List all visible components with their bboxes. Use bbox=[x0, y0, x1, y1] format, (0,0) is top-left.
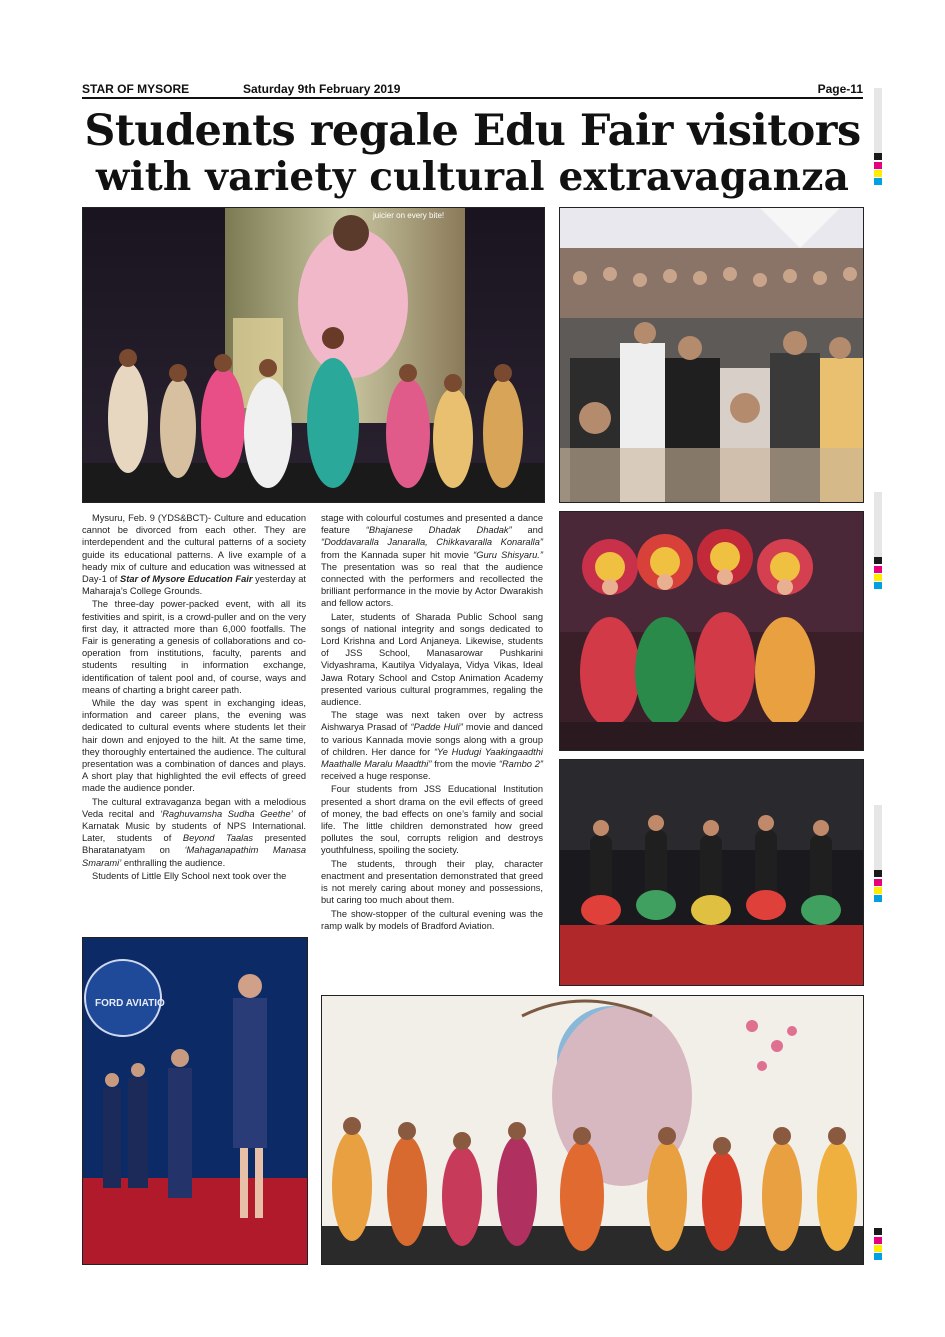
photo-stage-dance bbox=[82, 207, 545, 503]
reg-yellow-4 bbox=[874, 1245, 882, 1252]
text-run: The cultural extravaganza began with a melodious Veda recital and bbox=[82, 796, 306, 819]
article-paragraph bbox=[321, 908, 543, 932]
reg-black-2 bbox=[874, 557, 882, 564]
text-run: yesterday at Maharaja’s College Grounds. bbox=[82, 574, 306, 597]
italic-phrase: “Guru Shisyaru.” bbox=[473, 549, 543, 560]
text-run: The three-day power-packed event, with all its festivities and spirit, is a crowd-puller and on the very first day, it attracted more than 6,000 footfalls. The Fair is generating a genesis of collaborations and co-operation from institutions, faculty, parents and students resulting in information exchange, identification of talent pool and, of course, ways and means of charting a bright career path. bbox=[82, 599, 306, 695]
article-paragraph bbox=[82, 870, 306, 882]
text-run: Mysuru, Feb. 9 (YDS&BCT)- Culture and education cannot be divorced from each other. They are interdependent and the cultural patterns of a society guide its educational patterns. A live example of a heady mix of culture and education was witnessed at Day-1 of bbox=[82, 513, 306, 585]
article-paragraph bbox=[82, 512, 306, 597]
reg-cyan-4 bbox=[874, 1253, 882, 1260]
photo-classical-dance bbox=[321, 995, 864, 1265]
article-paragraph bbox=[82, 598, 306, 696]
issue-date: Saturday 9th February 2019 bbox=[243, 82, 401, 96]
photo-audience bbox=[559, 207, 864, 503]
text-run: Later, students of Sharada Public School sang songs of national integrity and songs dedicated to Lord Krishna and Lord Anjaneya. Likewise, students of JSS School, Manasarowar Pushkarini Vidyashrama, Kautilya Vidyalaya, Vidya Vikas, Ideal Jawa Rotary School and Cstop Animation Academy presented various cultural programmes, regaling the audience. bbox=[321, 611, 543, 708]
masthead bbox=[82, 81, 863, 97]
text-run: and bbox=[511, 525, 543, 536]
reg-black-4 bbox=[874, 1228, 882, 1235]
backdrop-slogan: juicier on every bite! bbox=[373, 211, 445, 220]
reg-yellow bbox=[874, 170, 882, 177]
italic-phrase: “Ye Hudugi Yaakingaadthi Maathalle Maralu Maadthi” bbox=[321, 746, 543, 770]
article-column-1 bbox=[82, 512, 306, 883]
reg-magenta-2 bbox=[874, 566, 882, 573]
aviation-backdrop-text: FORD AVIATIO bbox=[95, 998, 165, 1009]
article-column-2 bbox=[321, 512, 543, 933]
italic-phrase: “Doddavaralla Janaralla, Chikkavaralla Konaralla” bbox=[321, 537, 543, 548]
reg-magenta bbox=[874, 162, 882, 169]
article-paragraph bbox=[321, 512, 543, 610]
text-run: from the Kannada super hit movie bbox=[321, 549, 474, 560]
registration-strip-mid bbox=[874, 492, 882, 557]
italic-phrase: “Padde Huli” bbox=[410, 722, 463, 733]
article-paragraph bbox=[321, 858, 543, 907]
text-run: Students of Little Elly School next took over the bbox=[92, 870, 287, 881]
page-number: Page-11 bbox=[817, 82, 863, 96]
paper-name: STAR OF MYSORE bbox=[82, 82, 190, 96]
photo-yakshagana bbox=[559, 511, 864, 751]
headline-line-1: Students regale Edu Fair visitors bbox=[84, 106, 861, 156]
text-run: movie and danced to various Kannada movie songs along with a group of children. Her dance for bbox=[321, 722, 543, 757]
article-paragraph bbox=[321, 783, 543, 856]
italic-phrase: ‘Mahaganapathim Manasa Smarami’ bbox=[82, 845, 306, 868]
reg-black-3 bbox=[874, 870, 882, 877]
headline-line-2: with variety cultural extravaganza bbox=[95, 154, 850, 200]
italic-phrase: “Rambo 2” bbox=[498, 759, 543, 770]
italic-phrase: ‘Raghuvamsha Sudha Geethe’ bbox=[160, 808, 293, 819]
text-run: Four students from JSS Educational Institution presented a short drama on the evil effects of greed of money, the bad effects on one’s family and social life. The little children demonstrated how greed pollutes the soul, corrupts religion and destroys youthfulness, spoiling the society. bbox=[321, 784, 543, 856]
registration-strip-top bbox=[874, 88, 882, 153]
photo-ramp-walk bbox=[82, 937, 308, 1265]
text-run: While the day was spent in exchanging ideas, information and career plans, the evening was dedicated to cultural events where students let their hair down and enjoyed to the hilt. At the same time, they thoroughly entertained the audience. The cultural presentation was a combination of dances and plays. A short play that highlighted the evil effects of greed made the audience ponder. bbox=[82, 698, 306, 794]
italic-phrase: “Bhajanese Dhadak Dhadak” bbox=[365, 525, 512, 536]
article-paragraph bbox=[321, 611, 543, 709]
text-run: The students, through their play, character enactment and presentation demonstrated that greed is not merely caring about money and possessions, but caring too much about them. bbox=[321, 858, 543, 906]
masthead-rule bbox=[82, 97, 863, 99]
text-run: stage with colourful costumes and presented a dance feature bbox=[321, 513, 543, 536]
bold-italic-phrase: Star of Mysore Education Fair bbox=[120, 574, 253, 585]
registration-strip-low bbox=[874, 805, 882, 870]
text-run: of Karnatak Music by students of NPS International. Later, students of bbox=[82, 808, 307, 844]
text-run: presented Bharatanatyam on bbox=[82, 833, 306, 856]
text-run: The stage was next taken over by actress Aishwarya Prasad of bbox=[321, 710, 543, 733]
text-run: from the movie bbox=[431, 759, 499, 770]
article-paragraph bbox=[321, 709, 543, 782]
reg-cyan-2 bbox=[874, 582, 882, 589]
photo-group-dance bbox=[559, 759, 864, 986]
reg-yellow-2 bbox=[874, 574, 882, 581]
reg-cyan-3 bbox=[874, 895, 882, 902]
reg-magenta-4 bbox=[874, 1237, 882, 1244]
reg-black bbox=[874, 153, 882, 160]
italic-phrase: Beyond Taalas bbox=[182, 833, 254, 844]
text-run: enthralling the audience. bbox=[121, 857, 226, 868]
reg-yellow-3 bbox=[874, 887, 882, 894]
reg-cyan bbox=[874, 178, 882, 185]
article-paragraph bbox=[82, 796, 306, 869]
text-run: The show-stopper of the cultural evening was the ramp walk by models of Bradford Aviation. bbox=[321, 908, 543, 931]
article-paragraph bbox=[82, 697, 306, 795]
reg-magenta-3 bbox=[874, 879, 882, 886]
text-run: received a huge response. bbox=[321, 771, 431, 782]
text-run: The presentation was so real that the audience connected with the performers and recollected the brilliant performance in the movie by Actor Dwarakish and fellow actors. bbox=[321, 561, 543, 609]
